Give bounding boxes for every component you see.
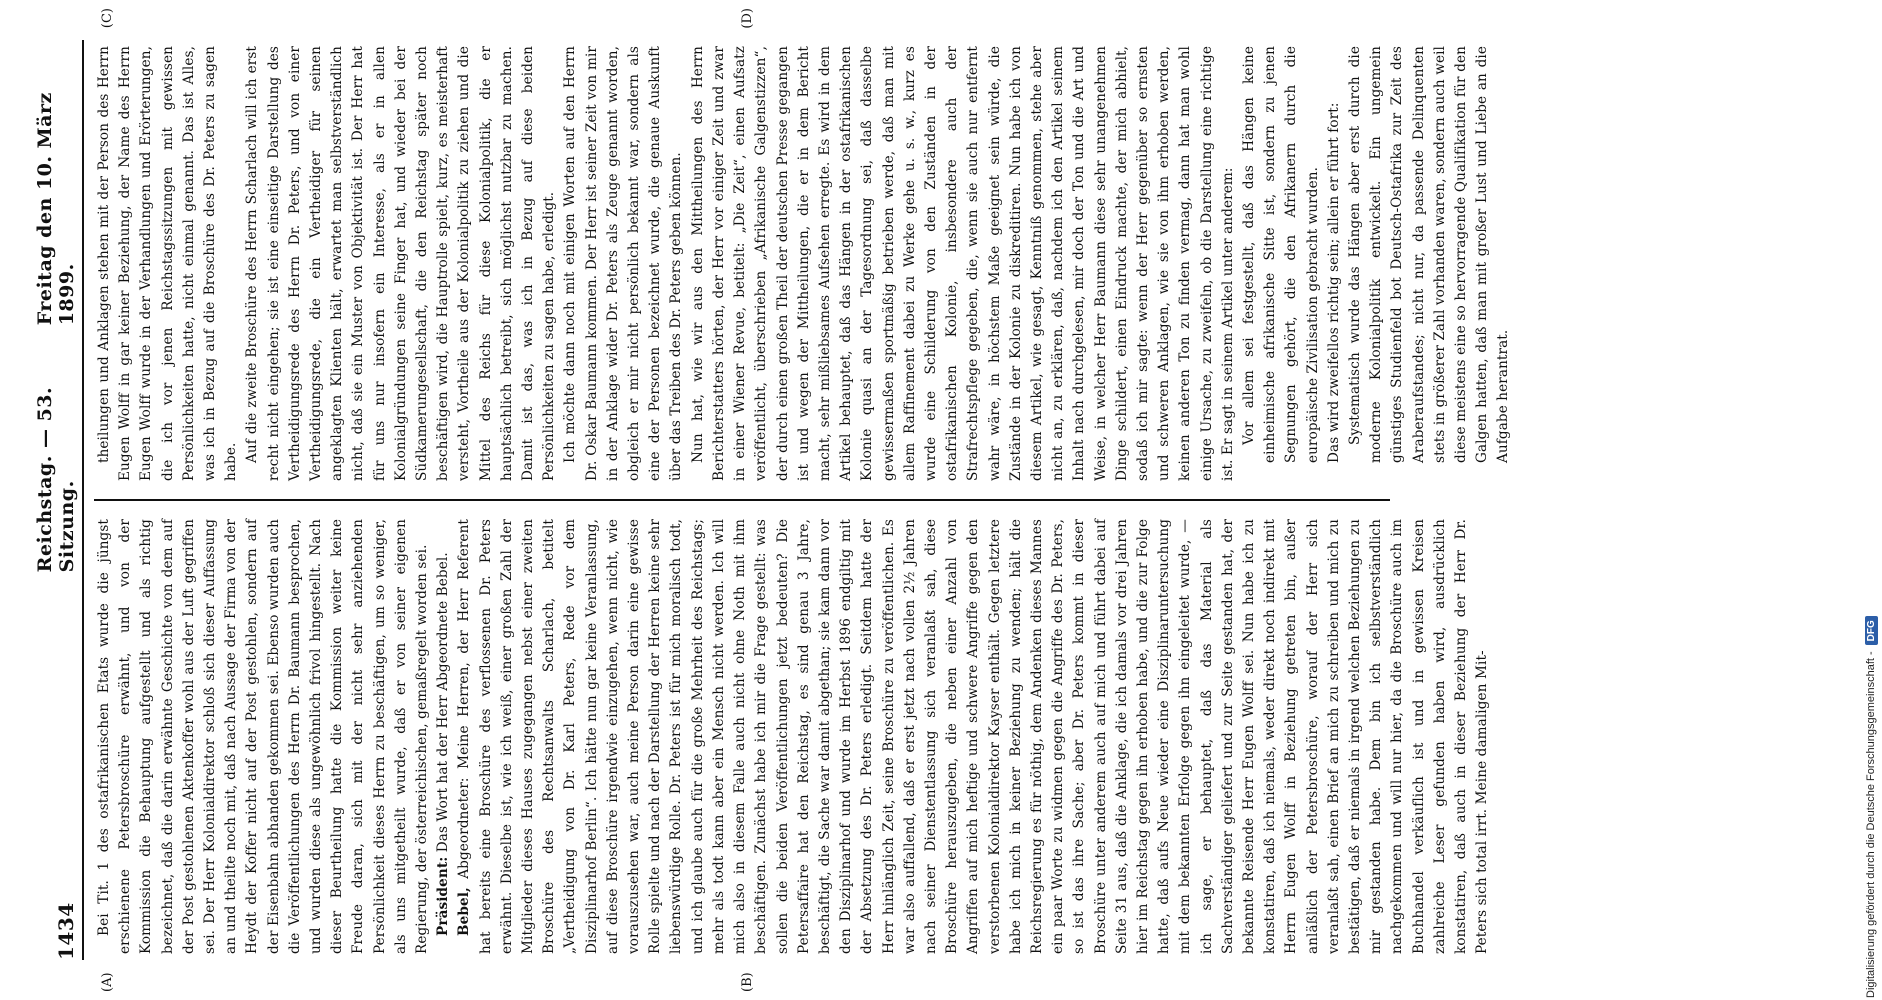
speaker-label: Bebel,	[456, 887, 473, 936]
paragraph: Auf die zweite Broschüre des Herrn Scharlach will ich erst recht nicht eingehen; sie ist eine einseitige Darstellung des Vertheidigungsrede des Herrn Dr. Peters, und von einer Vertheidigungsrede, die ein Vertheidiger für seinen angeklagten Klienten hält, erwartet man selbstverständlich nicht, daß sie ein Muster von Objektivität ist. Der Herr hat für uns nur insofern ein Interesse, als er in allen Kolonialgründungen seine Finger hat, und wieder bei der Südkamerungesellschaft, die den Reichstag später noch beschäftigen wird, die Hauptrolle spielt, kurz, es meisterhaft versteht, Vortheile aus der Kolonialpolitik zu ziehen und die Mittel des Reichs für diese Kolonialpolitik, die er hauptsächlich betreibt, sich möglichst nutzbar zu machen. Damit ist das, was ich in Bezug auf diese beiden Persönlichkeiten zu sagen habe, erledigt.	[244, 46, 558, 481]
margin-mark-d: (D)	[740, 8, 755, 29]
page-header	[34, 40, 84, 960]
speech-text: Das Wort hat der Herr Abgeordnete Bebel.	[435, 552, 452, 853]
speaker-label: Präsident:	[435, 856, 452, 936]
paragraph	[433, 519, 454, 954]
session-title: Reichstag. — 53. Sitzung.	[34, 386, 78, 573]
paragraph: Ich möchte dann noch mit einigen Worten auf den Herrn Dr. Oskar Baumann kommen. Der Herr ist seiner Zeit von mir in der Anklage wider Dr. Peters als Zeuge genannt worden, obgleich er mir nicht persönlich bekannt war, sondern als eine der Personen bezeichnet wurde, die genaue Auskunft über das Treiben des Dr. Peters geben können.	[562, 46, 685, 481]
margin-mark-c: (C)	[100, 8, 115, 29]
margin-mark-b: (B)	[740, 972, 755, 992]
quote: Systematisch wurde das Hängen aber erst durch die moderne Kolonialpolitik entwickelt. Ein ungemein günstiges Studienfeld bot Deutsch-Ostafrika zur Zeit des Araberaufstandes; nicht nur, da passende Delinquenten stets in größerer Zahl vorhanden waren, sondern auch weil diese meistens eine so hervorragende Qualifikation für den Galgen hatten, daß man mit großer Lust und Liebe an die Aufgabe herantrat.	[1346, 46, 1512, 463]
watermark-text: Digitalisierung gefördert durch die Deutsche Forschungsgemeinschaft -	[1865, 651, 1877, 998]
paragraph: Nun hat, wie wir aus den Mittheilungen des Herrn Berichterstatters hörten, der Herr vor einiger Zeit und zwar in einer Wiener Revue, betitelt: „Die Zeit“, einen Aufsatz veröffentlicht, überschrieben „Afrikanische Galgenstizzen“, der durch einen großen Theil der deutschen Presse gegangen ist und wegen der Mittheilungen, die er in dem Bericht macht, sehr mißliebsames Aufsehen erregte. Es wird in dem Artikel behauptet, daß das Hängen in der ostafrikanischen Kolonie quasi an der Tagesordnung sei, daß dasselbe gewissermaßen sportmäßig betrieben werde, daß man mit allem Raffinement dabei zu Werke gehe u. s. w., kurz es wurde eine Schilderung von den Zuständen in der ostafrikanischen Kolonie, insbesondere auch der Strafrechtspflege gegeben, die, wenn sie auch nur entfernt wahr wäre, in höchstem Maße geeignet sein würde, die Zustände in der Kolonie zu diskreditiren. Nun habe ich von diesem Artikel, wie gesagt, Kenntniß genommen, stehe aber nicht an, zu erklären, daß, nachdem ich den Artikel seinem Inhalt nach durchgelesen, mir doch der Ton und die Art und Weise, in welcher Herr Baumann diese sehr unangenehmen Dinge schildert, einen Eindruck machte, der mich abhielt, sodaß ich mir sagte: wenn der Herr gegenüber so ernsten und schweren Anklagen, wie sie von ihm erhoben werden, keinen anderen Ton zu finden vermag, dann hat man wohl einige Ursache, zu zweifeln, ob die Darstellung eine richtige ist. Er sagt in seinem Artikel unter anderem:	[689, 46, 1236, 481]
paragraph: theilungen und Anklagen stehen mit der Person des Herrn Eugen Wolff in gar keiner Beziehung, der Name des Herrn Eugen Wolff wurde in der Verhandlungen und Erörterungen, die ich vor jenen Reichstagssitzungen mit gewissen Persönlichkeiten hatte, nicht einmal genannt. Das ist Alles, was ich in Bezug auf die Broschüre des Dr. Peters zu sagen habe.	[96, 46, 240, 481]
left-column	[94, 499, 1491, 960]
session-date: Freitag den 10. März 1899.	[34, 92, 78, 326]
quote: Vor allem sei festgestellt, daß das Hängen keine einheimische afrikanische Sitte ist, sondern zu jenen Segnungen gehört, die den Afrikanern durch die europäische Zivilisation gebracht wurden.	[1240, 46, 1321, 463]
paragraph: Bei Tit. 1 des ostafrikanischen Etats wurde die jüngst erschienene Petersbroschüre erwähnt, und von der Kommission die Behauptung aufgestellt und als richtig bezeichnet, daß die darin erwähnte Geschichte von dem auf der Post gestohlenen Aktenkoffer wohl aus der Luft gegriffen sei. Der Herr Kolonialdirektor schloß sich dieser Auffassung an und theilte noch mit, daß nach Aussage der Firma von der Heydt der Koffer nicht auf der Post gestohlen, sondern auf der Eisenbahn abhanden gekommen sei. Ebenso wurden auch die Veröffentlichungen des Herrn Dr. Baumann besprochen, und wurden diese als ungewöhnlich frivol hingestellt. Nach dieser Beurtheilung hatte die Kommission weiter keine Freude daran, sich mit der nicht sehr anziehenden Persönlichkeit dieses Herrn zu beschäftigen, um so weniger, als uns mitgetheilt wurde, daß er von seiner eigenen Regierung, der österreichischen, gemaßregelt worden sei.	[96, 519, 431, 954]
margin-mark-a: (A)	[100, 972, 115, 992]
paragraph	[454, 519, 1493, 954]
right-column	[94, 40, 1512, 499]
page-number: 1434	[54, 902, 78, 960]
paragraph: Das wird zweifellos richtig sein; allein er führt fort:	[1325, 102, 1342, 463]
digitization-watermark	[1860, 0, 1882, 998]
dfg-logo: DFG	[1865, 616, 1878, 645]
text-columns	[94, 40, 1512, 960]
speech-text: Abgeordneter: Meine Herren, der Herr Referent hat bereits eine Broschüre des verflossenen Dr. Peters erwähnt. Dieselbe ist, wie ich weiß, einer großen Zahl der Mitglieder dieses Hauses zugegangen nebst einer zweiten Broschüre des Rechtsanwalts Scharlach, betitelt „Vertheidigung von Dr. Karl Peters, Rede vor dem Disziplinarhof Berlin“. Ich hätte nun gar keine Veranlassung, auf diese Broschüre irgendwie einzugehen, wenn nicht, wie vorauszusehen war, auch meine Person darin eine gewisse Rolle spielte und nach der Darstellung der Herren keine sehr liebenswürdige Rolle. Dr. Peters ist für mich moralisch todt, und ich glaube auch für die große Mehrheit des Reichstags; mehr als todt kann aber ein Mensch nicht werden. Ich will mich also in diesem Falle auch nicht ohne Noth mit ihm beschäftigen. Zunächst habe ich mir die Frage gestellt: was sollen die beiden Veröffentlichungen jetzt bedeuten? Die Petersaffaire hat den Reichstag, es sind genau 3 Jahre, beschäftigt, die Sache war damit abgethan; sie kam dann vor den Disziplinarhof und wurde im Herbst 1896 endgiltig mit der Absetzung des Dr. Peters erledigt. Seitdem hatte der Herr hinlänglich Zeit, seine Broschüre zu veröffentlichen. Es war also auffallend, daß er erst jetzt nach vollen 2½ Jahren nach seiner Dienstentlassung sich veranlaßt sah, diese Broschüre herauszugeben, die neben einer Anzahl von Angriffen auf mich heftige und schwere Angriffe gegen den verstorbenen Kolonialdirektor Kayser enthält. Gegen letztere habe ich mich in keiner Beziehung zu wenden; hält die Reichsregierung es für nöthig, dem Andenken dieses Mannes ein paar Worte zu widmen gegen die Angriffe des Dr. Peters, so ist das ihre Sache; aber Dr. Peters kommt in dieser Broschüre unter anderem auch auf mich und führt dabei auf Seite 31 aus, daß die Anklage, die ich damals vor drei Jahren hier im Reichstag gegen ihn erhoben habe, und die zur Folge hatte, daß aufs Neue wieder eine Disziplinaruntersuchung mit dem bekannten Erfolge gegen ihn eingeleitet wurde, — ich sage, er behauptet, daß das Material als Sachverständiger geliefert und zur Seite gestanden hat, der bekannte Reisende Herr Eugen Wolff sei. Nun habe ich zu konstatiren, daß ich niemals, weder direkt noch indirekt mit Herrn Eugen Wolff in Beziehung getreten bin, außer anläßlich der Petersbroschüre, worauf der Herr sich veranlaßt sah, einen Brief an mich zu schreiben und mich zu bestätigen, daß er niemals in irgend welchen Beziehungen zu mir gestanden habe. Dem bin ich selbstverständlich nachgekommen und will nur hier, da die Broschüre auch im Buchhandel verkäuflich ist und in gewissen Kreisen zahlreiche Leser gefunden haben wird, ausdrücklich konstatiren, daß auch in dieser Beziehung der Herr Dr. Peters sich total irrt. Meine damaligen Mit-	[456, 519, 1491, 954]
